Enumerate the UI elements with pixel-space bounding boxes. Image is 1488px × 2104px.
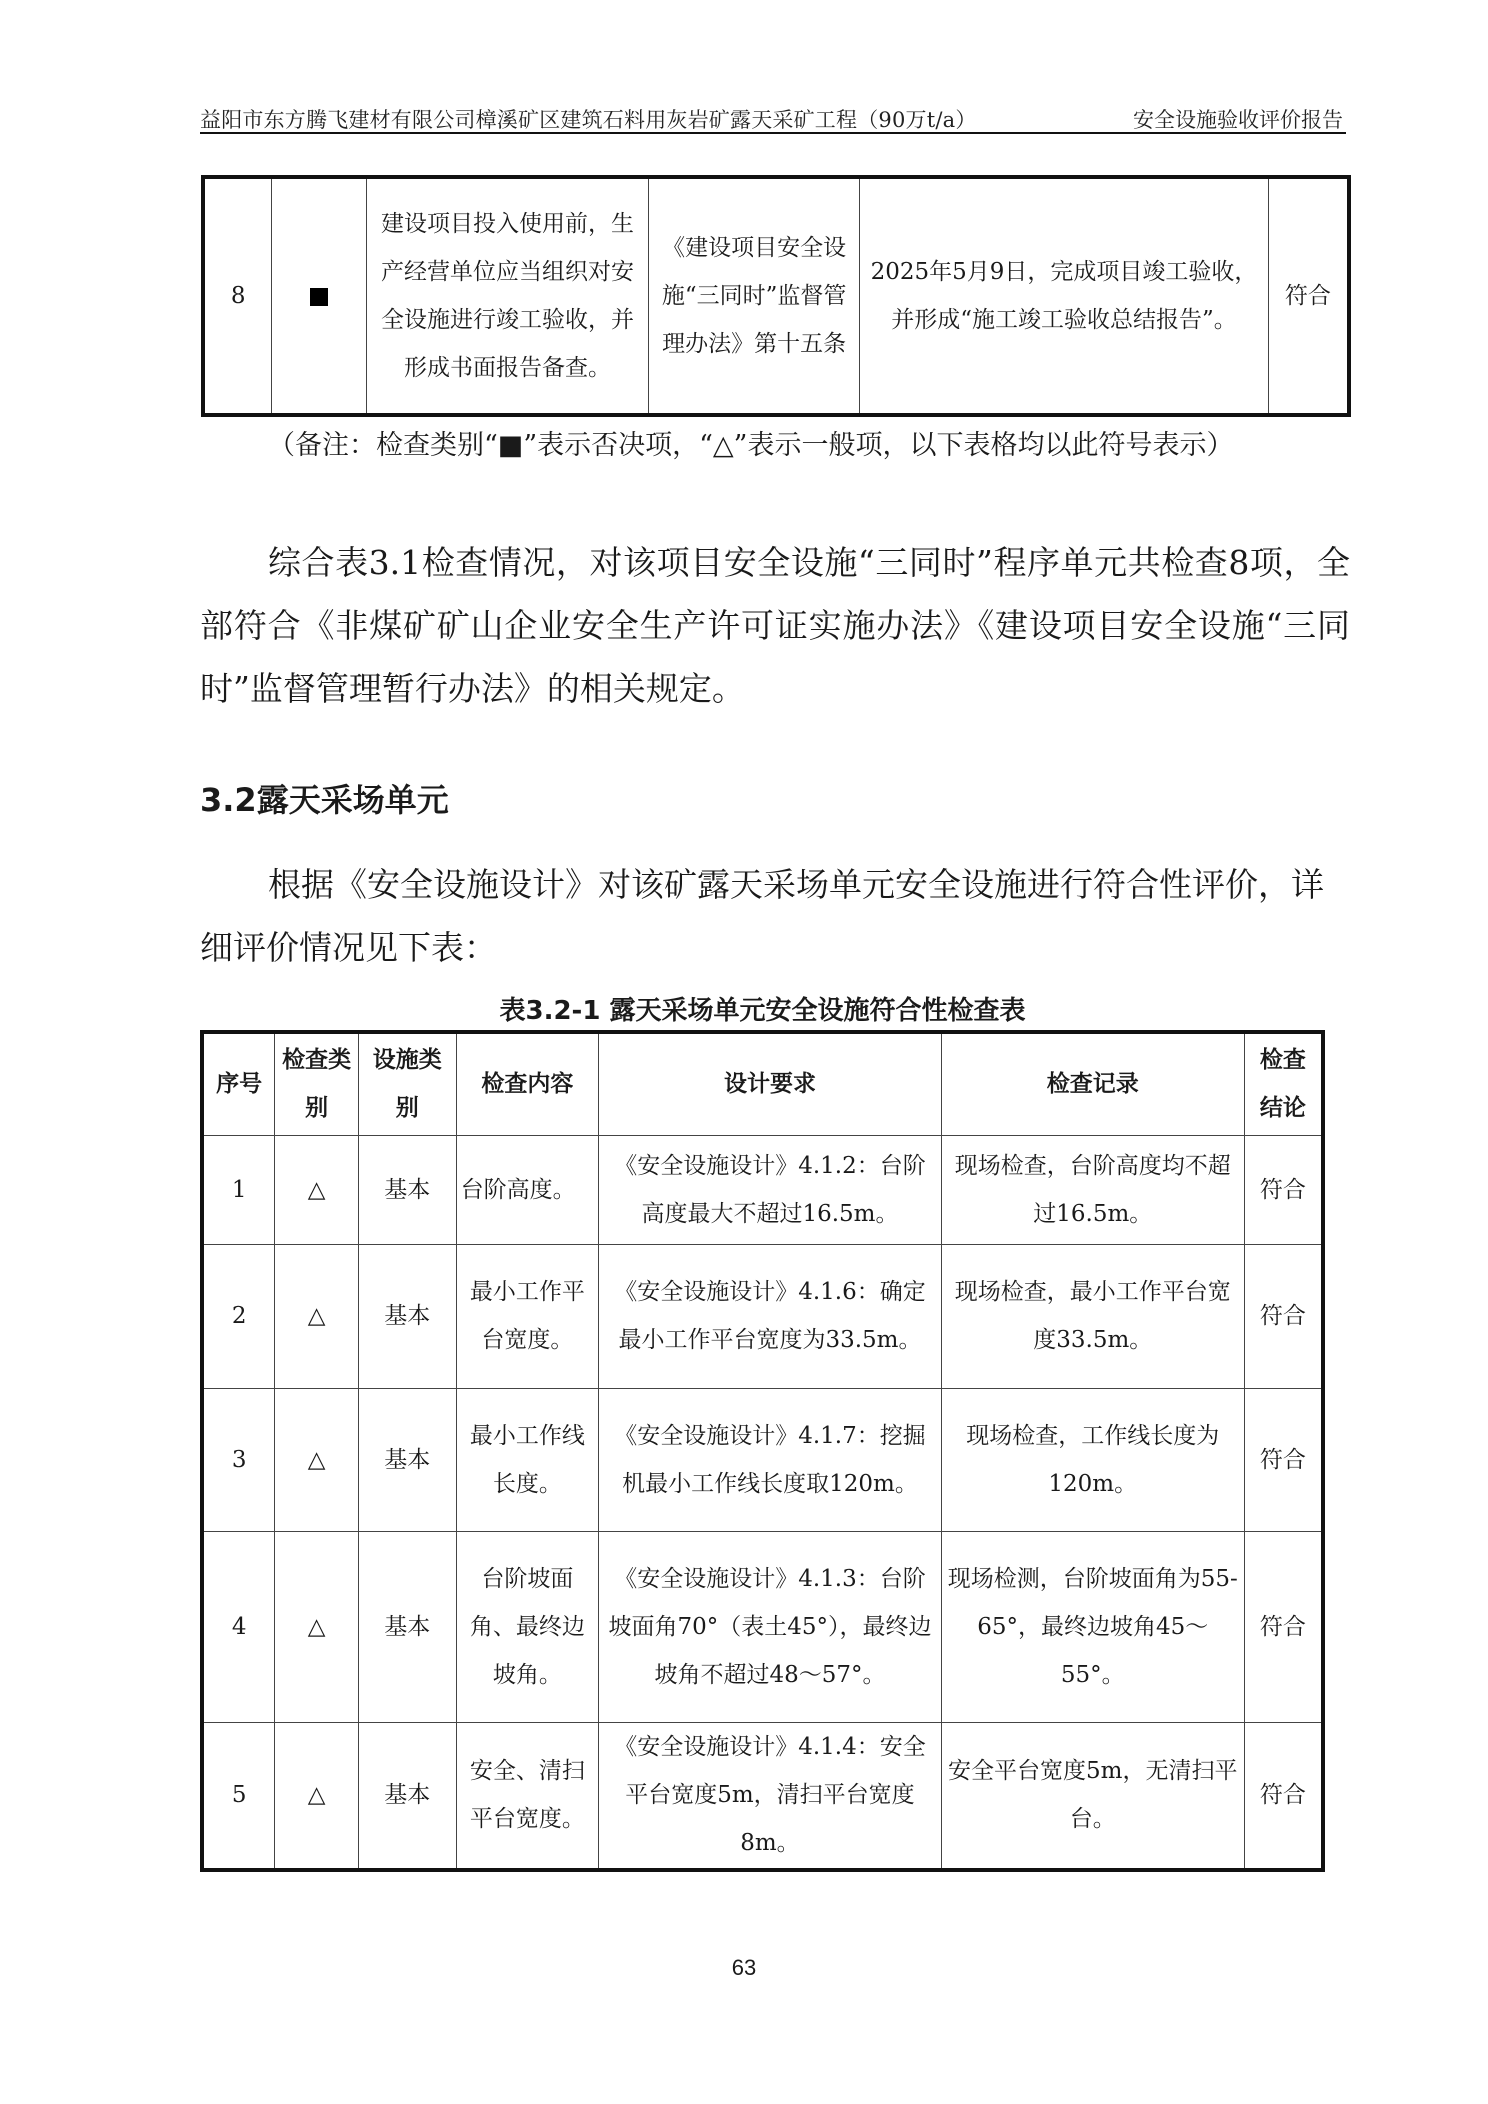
design-requirement: 《安全设施设计》4.1.6：确定最小工作平台宽度为33.5m。 [599, 1244, 942, 1388]
check-type: △ [275, 1722, 359, 1870]
row-number: 5 [202, 1722, 275, 1870]
row-number: 2 [202, 1244, 275, 1388]
page-number: 63 [731, 1955, 757, 1980]
check-category-cell [272, 177, 367, 415]
check-type: △ [275, 1388, 359, 1531]
check-record: 现场检查，工作线长度为120m。 [941, 1388, 1244, 1531]
check-record: 现场检测，台阶坡面角为55-65°，最终边坡角45～55°。 [941, 1531, 1244, 1722]
check-content: 建设项目投入使用前，生产经营单位应当组织对安全设施进行竣工验收，并形成书面报告备查。 [366, 177, 648, 415]
table-note: （备注：检查类别“■”表示否决项，“△”表示一般项，以下表格均以此符号表示） [268, 430, 1234, 461]
header-no: 序号 [202, 1032, 275, 1135]
check-result: 符合 [1244, 1531, 1323, 1722]
header-result: 检查结论 [1244, 1032, 1323, 1135]
design-requirement: 《安全设施设计》4.1.3：台阶坡面角70°（表土45°），最终边坡角不超过48～57°。 [599, 1531, 942, 1722]
check-record: 安全平台宽度5m，无清扫平台。 [941, 1722, 1244, 1870]
open-pit-compliance-table [200, 1030, 1325, 1872]
running-header-report-name: 安全设施验收评价报告 [1133, 108, 1343, 132]
check-content: 安全、清扫平台宽度。 [456, 1722, 599, 1870]
header-requirement: 设计要求 [599, 1032, 942, 1135]
facility-type: 基本 [358, 1388, 456, 1531]
facility-type: 基本 [358, 1531, 456, 1722]
check-result: 符合 [1268, 177, 1349, 415]
check-content: 最小工作平台宽度。 [456, 1244, 599, 1388]
section-heading: 3.2露天采场单元 [200, 781, 449, 819]
table-row [203, 177, 1349, 415]
facility-type: 基本 [358, 1722, 456, 1870]
row-number: 3 [202, 1388, 275, 1531]
summary-paragraph: 综合表3.1检查情况，对该项目安全设施“三同时”程序单元共检查8项，全部符合《非煤矿矿山企业安全生产许可证实施办法》《建设项目安全设施“三同时”监督管理暂行办法》的相关规定。 [200, 543, 1350, 708]
design-requirement: 《安全设施设计》4.1.7：挖掘机最小工作线长度取120m。 [599, 1388, 942, 1531]
table-row [202, 1722, 1323, 1870]
check-type: △ [275, 1531, 359, 1722]
check-content: 台阶坡面角、最终边坡角。 [456, 1531, 599, 1722]
table-3-1-continued [201, 175, 1351, 417]
check-type: △ [275, 1244, 359, 1388]
header-check-type: 检查类别 [275, 1032, 359, 1135]
veto-item-square-icon [310, 288, 328, 306]
row-number: 4 [202, 1531, 275, 1722]
check-type: △ [275, 1135, 359, 1244]
design-requirement: 《安全设施设计》4.1.4：安全平台宽度5m，清扫平台宽度8m。 [599, 1722, 942, 1870]
running-header-title: 益阳市东方腾飞建材有限公司樟溪矿区建筑石料用灰岩矿露天采矿工程（90万t/a） [200, 108, 977, 132]
header-content: 检查内容 [456, 1032, 599, 1135]
intro-paragraph: 根据《安全设施设计》对该矿露天采场单元安全设施进行符合性评价，详细评价情况见下表： [200, 865, 1324, 967]
check-record: 2025年5月9日，完成项目竣工验收，并形成“施工竣工验收总结报告”。 [860, 177, 1268, 415]
check-content: 最小工作线长度。 [456, 1388, 599, 1531]
check-record: 现场检查，最小工作平台宽度33.5m。 [941, 1244, 1244, 1388]
check-content: 台阶高度。 [456, 1135, 599, 1244]
check-record: 现场检查，台阶高度均不超过16.5m。 [941, 1135, 1244, 1244]
check-result: 符合 [1244, 1388, 1323, 1531]
row-number: 8 [203, 177, 272, 415]
table-row [202, 1244, 1323, 1388]
table-row [202, 1135, 1323, 1244]
check-basis: 《建设项目安全设施“三同时”监督管理办法》第十五条 [648, 177, 859, 415]
table-row [202, 1531, 1323, 1722]
header-facility-type: 设施类别 [358, 1032, 456, 1135]
design-requirement: 《安全设施设计》4.1.2：台阶高度最大不超过16.5m。 [599, 1135, 942, 1244]
row-number: 1 [202, 1135, 275, 1244]
header-rule [200, 132, 1346, 134]
check-result: 符合 [1244, 1244, 1323, 1388]
check-result: 符合 [1244, 1722, 1323, 1870]
table-header-row [202, 1032, 1323, 1135]
table-caption: 表3.2-1 露天采场单元安全设施符合性检查表 [499, 996, 1026, 1026]
facility-type: 基本 [358, 1135, 456, 1244]
table-row [202, 1388, 1323, 1531]
header-record: 检查记录 [941, 1032, 1244, 1135]
check-result: 符合 [1244, 1135, 1323, 1244]
facility-type: 基本 [358, 1244, 456, 1388]
